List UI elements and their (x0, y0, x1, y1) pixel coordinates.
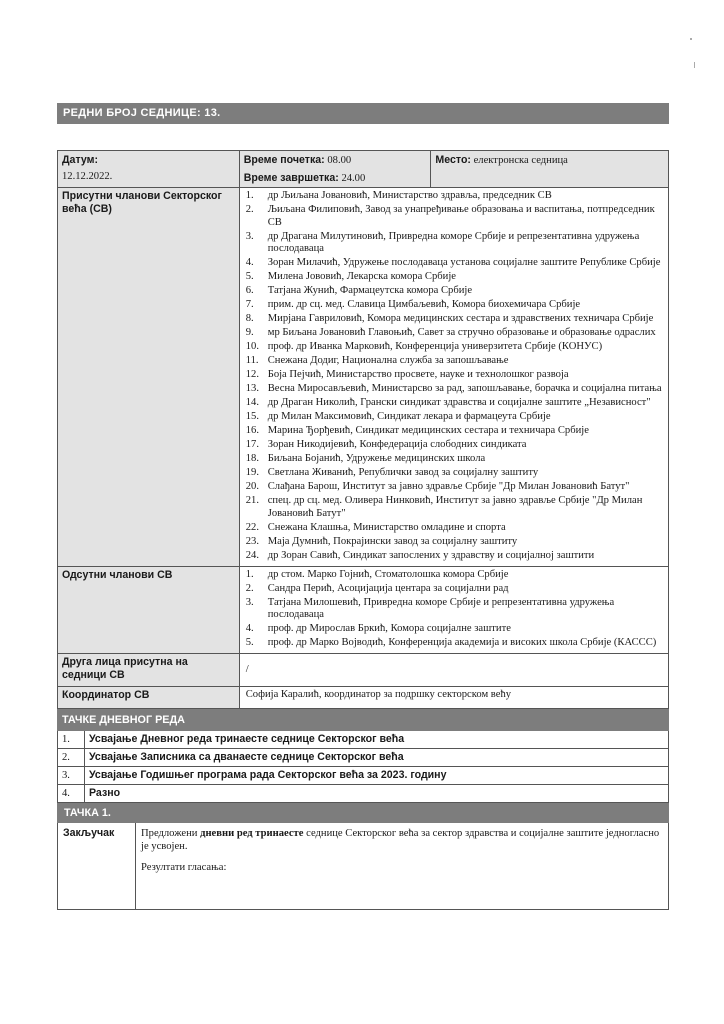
list-item (246, 425, 664, 438)
list-item (246, 583, 664, 596)
list-item-number: 2. (245, 204, 254, 216)
list-item-number: 6. (245, 285, 254, 297)
list-item-text: др Драган Николић, Грански синдикат здравства и социјалне заштите „Независност" (267, 397, 651, 409)
list-item (246, 231, 664, 256)
voting-results-label: Резултати гласања: (141, 862, 227, 873)
list-item-number: 5. (245, 637, 254, 649)
conclusion-label: Закључак (58, 823, 136, 910)
list-item-text: проф. др Иванка Марковић, Конференција универзитета Србије (КОНУС) (267, 341, 603, 353)
list-item (246, 383, 664, 396)
others-value: / (239, 654, 668, 687)
list-item (246, 397, 664, 410)
list-item-number: 12. (245, 369, 259, 381)
list-item (246, 271, 664, 284)
list-item (246, 467, 664, 480)
list-item (246, 481, 664, 494)
coordinator-row (58, 687, 669, 709)
point1-title-row (58, 804, 669, 823)
agenda-row (58, 785, 669, 803)
conclusion-cell (136, 823, 669, 910)
point1-body-row (58, 823, 669, 910)
scan-speck (694, 62, 695, 68)
list-item-number: 19. (245, 467, 259, 479)
list-item (246, 327, 664, 340)
list-item (246, 637, 664, 650)
list-item (246, 204, 664, 229)
list-item-text: мр Биљана Јовановић Главоњић, Савет за стручно образовање и образовање одраслих (267, 327, 656, 339)
list-item-number: 20. (245, 481, 259, 493)
others-label: Друга лица присутна на седници СВ (58, 654, 240, 687)
agenda-item-number: 3. (58, 767, 85, 785)
list-item-number: 3. (245, 230, 254, 242)
list-item (246, 439, 664, 452)
conclusion-text-post: седнице Секторског већа за сектор здравства и социјалне заштите једногласно је усвојен. (141, 828, 660, 852)
list-item (246, 569, 664, 582)
list-item-text: проф. др Марко Војводић, Конференција академија и високих школа Србије (КАССС) (267, 637, 657, 649)
list-item-number: 15. (245, 411, 259, 423)
list-item (246, 495, 664, 520)
present-label: Присутни чланови Секторског већа (СВ) (58, 188, 240, 566)
list-item-text: проф. др Мирослав Бркић, Комора социјалне заштите (267, 623, 511, 635)
list-item-text: Марина Ђорђевић, Синдикат медицинских сестара и техничара Србије (267, 425, 589, 437)
list-item-text: Зоран Милачић, Удружење послодаваца установа социјалне заштите Републике Србије (267, 257, 661, 269)
list-item-number: 22. (245, 521, 259, 533)
place-value: електронска седница (473, 155, 568, 166)
agenda-item-text: Разно (85, 785, 669, 803)
list-item-text: др Зоран Савић, Синдикат запослених у здравству и социјалној заштити (267, 549, 595, 561)
list-item-text: Боја Пејчић, Министарство просвете, науке и технолошког развоја (267, 369, 569, 381)
list-item-text: Весна Миросављевић, Министарсво за рад, запошљавање, борачка и социјална питања (267, 383, 662, 395)
end-label: Време завршетка: (243, 171, 339, 184)
list-item (246, 550, 664, 563)
session-info-table (57, 150, 669, 709)
point1-title: ТАЧКА 1. (58, 804, 669, 823)
list-item-text: Биљана Бојанић, Удружење медицинских школа (267, 453, 486, 465)
agenda-item-number: 4. (58, 785, 85, 803)
list-item-number: 3. (245, 596, 254, 608)
agenda-title-row (58, 710, 669, 731)
list-item-text: др Драгана Милутиновић, Привредна коморе Србије и репрезентативна удружења послодаваца (267, 230, 640, 255)
agenda-item-number: 1. (58, 731, 85, 749)
scan-speck (690, 38, 692, 40)
absent-label: Одсутни чланови СВ (58, 566, 240, 654)
absent-members-list (246, 569, 664, 650)
agenda-item-number: 2. (58, 749, 85, 767)
date-label: Датум: (62, 154, 99, 166)
list-item-text: Зоран Никодијевић, Конфедерација слободних синдиката (267, 439, 527, 451)
list-item-text: Слађана Барош, Институт за јавно здравље Србије "Др Милан Јовановић Батут" (267, 481, 630, 493)
list-item-number: 24. (245, 549, 259, 561)
others-row (58, 654, 669, 687)
list-item (246, 623, 664, 636)
list-item-number: 4. (245, 257, 254, 269)
agenda-table (57, 709, 669, 803)
end-value: 24.00 (341, 172, 366, 184)
list-item (246, 341, 664, 354)
list-item-text: др Милан Максимовић, Синдикат лекара и фармацеута Србије (267, 411, 551, 423)
present-members-list (246, 190, 664, 562)
list-item-number: 14. (245, 397, 259, 409)
coordinator-label: Координатор СВ (58, 687, 240, 709)
list-item-number: 23. (245, 535, 259, 547)
list-item-text: Милена Јововић, Лекарска комора Србије (267, 271, 457, 283)
list-item (246, 285, 664, 298)
list-item-number: 9. (245, 327, 254, 339)
date-value: 12.12.2022. (62, 170, 113, 182)
list-item-number: 10. (245, 341, 259, 353)
list-item (246, 313, 664, 326)
list-item-text: Маја Думнић, Покрајински завод за социјалну заштиту (267, 535, 518, 547)
conclusion-text-bold: дневни ред тринаесте (200, 828, 304, 839)
list-item-number: 5. (245, 271, 254, 283)
absent-row (58, 566, 669, 654)
start-label: Време почетка: (243, 154, 325, 166)
list-item-text: др стом. Марко Гојнић, Стоматолошка комора Србије (267, 568, 509, 580)
present-row (58, 188, 669, 566)
list-item (246, 411, 664, 424)
list-item-number: 16. (245, 425, 259, 437)
agenda-item-text: Усвајање Дневног реда тринаесте седнице Секторског већа (85, 731, 669, 749)
list-item-number: 11. (245, 355, 259, 367)
list-item-text: Татјана Милошевић, Привредна коморе Србије и репрезентативна удружења послодаваца (267, 596, 615, 621)
agenda-item-text: Усвајање Годишњег програма рада Секторског већа за 2023. годину (85, 767, 669, 785)
list-item-number: 8. (245, 313, 254, 325)
list-item-text: Татјана Жунић, Фармацеутска комора Србије (267, 285, 473, 297)
list-item (246, 536, 664, 549)
place-label: Место: (435, 154, 471, 166)
list-item-number: 7. (245, 299, 254, 311)
list-item (246, 522, 664, 535)
agenda-row (58, 731, 669, 749)
list-item (246, 453, 664, 466)
list-item (246, 355, 664, 368)
list-item-text: Сандра Перић, Асоцијација центара за социјални рад (267, 582, 509, 594)
conclusion-text-pre: Предложени (141, 828, 201, 839)
list-item-number: 21. (245, 495, 259, 507)
list-item-number: 1. (245, 568, 254, 580)
list-item-number: 4. (245, 623, 254, 635)
time-cell (239, 151, 431, 188)
list-item-number: 18. (245, 453, 259, 465)
agenda-row (58, 767, 669, 785)
list-item-text: Љиљана Филиповић, Завод за унапређивање образовања и васпитања, потпредседник СВ (267, 204, 655, 228)
present-cell (239, 188, 668, 566)
conclusion-text (141, 827, 663, 853)
list-item-text: Снежана Додиг, Национална служба за запошљавање (267, 355, 509, 367)
list-item (246, 369, 664, 382)
agenda-row (58, 749, 669, 767)
list-item-text: прим. др сц. мед. Славица Цимбаљевић, Комора биохемичара Србије (267, 299, 581, 311)
list-item-number: 1. (245, 190, 254, 202)
session-number-bar (57, 103, 669, 124)
list-item-number: 13. (245, 383, 259, 395)
agenda-title: ТАЧКЕ ДНЕВНОГ РЕДА (58, 710, 669, 731)
list-item-text: Снежана Клашња, Министарство омладине и спорта (267, 521, 506, 533)
session-number: РЕДНИ БРОЈ СЕДНИЦЕ: 13. (63, 107, 221, 119)
place-cell (431, 151, 669, 188)
coordinator-value: Софија Каралић, координатор за подршку секторском већу (239, 687, 668, 709)
list-item-number: 2. (245, 582, 254, 594)
list-item (246, 257, 664, 270)
start-value: 08.00 (327, 155, 352, 166)
list-item (246, 597, 664, 622)
list-item-text: спец. др сц. мед. Оливера Нинковић, Институт за јавно здравље Србије "Др Милан Јовановић Батут" (267, 495, 643, 519)
list-item (246, 299, 664, 312)
list-item-text: Светлана Живанић, Републички завод за социјалну заштиту (267, 467, 539, 479)
list-item (246, 190, 664, 203)
list-item-text: др Љиљана Јовановић, Министарство здравља, председник СВ (267, 190, 552, 202)
agenda-item-text: Усвајање Записника са дванаесте седнице Секторског већа (85, 749, 669, 767)
list-item-text: Мирјана Гавриловић, Комора медицинских сестара и здравствених техничара Србије (267, 313, 654, 325)
date-cell (58, 151, 240, 188)
list-item-number: 17. (245, 439, 259, 451)
meta-row (58, 151, 669, 188)
absent-cell (239, 566, 668, 654)
point1-table (57, 803, 669, 910)
